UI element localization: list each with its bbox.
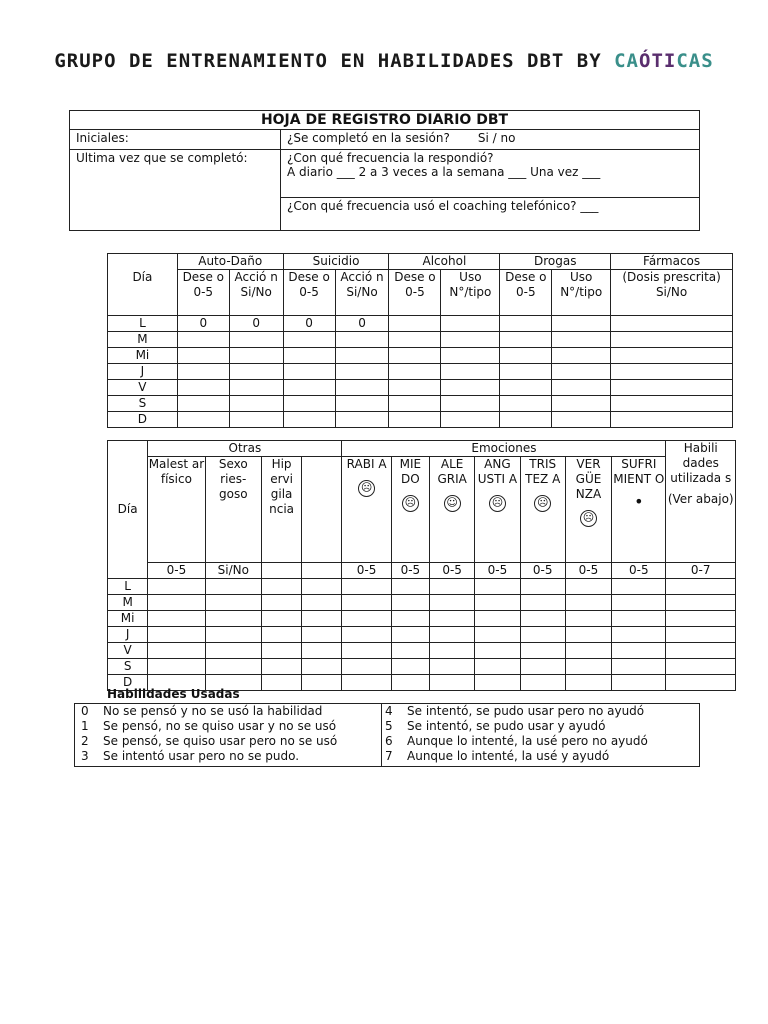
legend-number: 1 [81,719,89,733]
day-cell: Mi [108,611,148,627]
table-row [108,396,733,412]
entry-cell[interactable] [611,348,733,364]
entry-cell[interactable] [552,332,611,348]
entry-cell[interactable] [389,412,441,428]
entry-cell[interactable] [342,595,391,611]
legend-text: Aunque lo intenté, la usé y ayudó [407,749,610,763]
legend-text: Se pensó, se quiso usar pero no se usó [103,734,338,748]
legend-text: Se intentó usar pero no se pudo. [103,749,300,763]
day-cell: M [108,595,148,611]
happy-face-icon: ☺ [444,495,461,512]
scale-cell [302,563,342,579]
entry-cell[interactable] [229,364,283,380]
entry-cell[interactable] [283,380,335,396]
scale-cell: 0-5 [430,563,475,579]
day-cell: Mi [108,348,178,364]
banner-brand-a: CA [614,50,639,72]
scale-cell: 0-5 [148,563,205,579]
emotion-label: ANG USTI A [477,457,518,486]
day-cell: J [108,627,148,643]
entry-cell[interactable] [302,579,342,595]
legend-item [385,719,648,734]
entry-cell[interactable] [229,380,283,396]
entry-cell[interactable] [430,595,475,611]
table-row [108,316,733,332]
legend-item [385,734,648,749]
legend-number: 5 [385,719,393,733]
col-otras: Sexo ries- goso [205,457,261,563]
entry-cell[interactable] [500,380,552,396]
legend-item [81,704,337,719]
entry-cell[interactable] [342,643,391,659]
entry-cell[interactable]: 0 [229,316,283,332]
entry-cell[interactable] [565,659,611,675]
entry-cell[interactable] [335,412,389,428]
entry-cell[interactable] [666,659,736,675]
entry-cell[interactable] [389,396,441,412]
day-header: Día [108,441,148,579]
fear-face-icon: ☹ [402,495,419,512]
col-emotion [520,457,565,563]
legend-text: No se pensó y no se usó la habilidad [103,704,323,718]
initials-label: Iniciales: [76,131,129,145]
entry-cell[interactable] [177,348,229,364]
entry-cell[interactable] [389,316,441,332]
day-cell: J [108,364,178,380]
col-uso: Uso N°/tipo [552,270,611,316]
entry-cell[interactable] [261,659,301,675]
entry-cell[interactable] [500,364,552,380]
group-farmacos: Fármacos [611,254,733,270]
col-accion: Acció n Si/No [229,270,283,316]
entry-cell[interactable] [430,579,475,595]
entry-cell[interactable] [520,659,565,675]
entry-cell[interactable] [666,579,736,595]
entry-cell[interactable] [389,348,441,364]
day-cell: D [108,412,178,428]
entry-cell[interactable] [500,412,552,428]
entry-cell[interactable] [500,332,552,348]
entry-cell[interactable] [565,643,611,659]
entry-cell[interactable] [302,659,342,675]
scale-cell: 0-5 [342,563,391,579]
legend-item [385,704,648,719]
frequency-field[interactable] [281,150,700,198]
scale-cell: 0-5 [612,563,666,579]
entry-cell[interactable] [389,364,441,380]
legend-box [74,703,700,767]
session-field[interactable] [281,130,700,150]
col-deseo: Dese o 0-5 [500,270,552,316]
entry-cell[interactable] [520,675,565,691]
entry-cell[interactable] [520,643,565,659]
entry-cell[interactable] [283,364,335,380]
day-cell: S [108,659,148,675]
entry-cell[interactable] [302,675,342,691]
col-deseo: Dese o 0-5 [389,270,441,316]
col-deseo: Dese o 0-5 [283,270,335,316]
entry-cell[interactable] [520,595,565,611]
entry-cell[interactable] [552,364,611,380]
entry-cell[interactable] [177,396,229,412]
col-emotion [342,457,391,563]
entry-cell[interactable] [441,332,500,348]
entry-cell[interactable] [666,595,736,611]
entry-cell[interactable] [177,364,229,380]
legend-number: 3 [81,749,89,763]
banner-main-text: GRUPO DE ENTRENAMIENTO EN HABILIDADES DBT BY [54,50,615,72]
entry-cell[interactable] [283,412,335,428]
entry-cell[interactable] [261,595,301,611]
entry-cell[interactable] [261,643,301,659]
entry-cell[interactable] [552,412,611,428]
coaching-question: ¿Con qué frecuencia usó el coaching telefónico? ___ [287,199,599,213]
entry-cell[interactable] [441,380,500,396]
day-cell: M [108,332,178,348]
table-row [108,332,733,348]
entry-cell[interactable] [148,659,205,675]
dot-icon: • [634,492,644,511]
emotion-label: RABI A [346,457,387,471]
entry-cell[interactable] [666,675,736,691]
scale-cell [261,563,301,579]
entry-cell[interactable] [261,611,301,627]
group-otras: Otras [148,441,342,457]
col-deseo: Dese o 0-5 [177,270,229,316]
entry-cell[interactable] [177,332,229,348]
legend-number: 0 [81,704,89,718]
legend-item [81,719,337,734]
entry-cell[interactable] [475,627,520,643]
entry-cell[interactable] [611,412,733,428]
entry-cell[interactable] [391,659,429,675]
entry-cell[interactable] [552,396,611,412]
entry-cell[interactable] [441,348,500,364]
entry-cell[interactable] [611,396,733,412]
entry-cell[interactable] [611,332,733,348]
habilidades-note: (Ver abajo) [667,492,734,506]
entry-cell[interactable] [229,348,283,364]
group-auto-dano: Auto-Daño [177,254,283,270]
entry-cell[interactable] [342,579,391,595]
day-cell: L [108,316,178,332]
entry-cell[interactable] [391,643,429,659]
entry-cell[interactable] [441,396,500,412]
col-emotion [391,457,429,563]
scale-cell: 0-5 [520,563,565,579]
session-question: ¿Se completó en la sesión? [287,131,450,145]
scale-cell: Si/No [205,563,261,579]
col-otras: Hip ervi gila ncia [261,457,301,563]
entry-cell[interactable] [565,595,611,611]
entry-cell[interactable] [283,348,335,364]
group-suicidio: Suicidio [283,254,389,270]
entry-cell[interactable] [205,579,261,595]
entry-cell[interactable] [666,611,736,627]
entry-cell[interactable] [552,348,611,364]
col-emotion [475,457,520,563]
emotion-label: ALE GRIA [437,457,467,486]
entry-cell[interactable] [148,611,205,627]
entry-cell[interactable] [335,332,389,348]
entry-cell[interactable] [205,595,261,611]
table-row [108,659,736,675]
col-accion: Acció n Si/No [335,270,389,316]
entry-cell[interactable] [612,643,666,659]
frequency-question: ¿Con qué frecuencia la respondió? [287,151,494,165]
entry-cell[interactable] [177,380,229,396]
table-row [108,595,736,611]
banner-title [0,50,768,72]
day-cell: L [108,579,148,595]
entry-cell[interactable] [205,627,261,643]
entry-cell[interactable] [229,396,283,412]
entry-cell[interactable] [520,611,565,627]
entry-cell[interactable] [302,627,342,643]
behaviors-table [107,253,733,428]
entry-cell[interactable] [552,380,611,396]
entry-cell[interactable]: 0 [283,316,335,332]
group-emociones: Emociones [342,441,666,457]
session-options: Si / no [477,131,516,145]
entry-cell[interactable] [302,643,342,659]
table-row [108,627,736,643]
group-drogas: Drogas [500,254,611,270]
emotion-label: VER GÜE NZA [575,457,602,501]
entry-cell[interactable] [391,595,429,611]
emotion-label: MIE DO [399,457,422,486]
entry-cell[interactable] [335,348,389,364]
entry-cell[interactable] [283,396,335,412]
coaching-field[interactable] [281,198,700,231]
last-completed-label: Ultima vez que se completó: [76,151,248,165]
day-cell: V [108,380,178,396]
entry-cell[interactable] [565,627,611,643]
entry-cell[interactable] [500,316,552,332]
header-table [69,110,700,231]
banner-brand-c: CAS [676,50,714,72]
table-row [108,348,733,364]
entry-cell[interactable] [612,579,666,595]
entry-cell[interactable] [441,364,500,380]
entry-cell[interactable] [612,627,666,643]
habilidades-label: Habili dades utilizada s [670,441,732,485]
entry-cell[interactable] [389,332,441,348]
entry-cell[interactable] [391,579,429,595]
entry-cell[interactable] [611,364,733,380]
entry-cell[interactable] [430,643,475,659]
initials-field[interactable] [70,130,281,150]
entry-cell[interactable] [283,332,335,348]
entry-cell[interactable] [475,659,520,675]
entry-cell[interactable] [391,675,429,691]
day-cell: S [108,396,178,412]
entry-cell[interactable] [389,380,441,396]
entry-cell[interactable] [205,611,261,627]
entry-cell[interactable] [177,412,229,428]
entry-cell[interactable] [612,659,666,675]
entry-cell[interactable] [335,364,389,380]
entry-cell[interactable] [229,332,283,348]
entry-cell[interactable] [611,380,733,396]
entry-cell[interactable] [148,579,205,595]
legend-item [385,749,648,764]
entry-cell[interactable] [261,627,301,643]
entry-cell[interactable] [666,643,736,659]
col-otras: Malest ar físico [148,457,205,563]
col-emotion [612,457,666,563]
shame-face-icon: ☹ [580,510,597,527]
legend-text: Aunque lo intenté, la usé pero no ayudó [407,734,648,748]
entry-cell[interactable] [342,659,391,675]
last-completed-field[interactable] [70,150,281,231]
legend-item [81,734,337,749]
col-habilidades [666,441,736,563]
legend-number: 4 [385,704,393,718]
scale-cell: 0-5 [391,563,429,579]
entry-cell[interactable] [430,659,475,675]
entry-cell[interactable] [148,595,205,611]
entry-cell[interactable] [666,627,736,643]
entry-cell[interactable] [565,579,611,595]
emotions-table [107,440,736,691]
entry-cell[interactable]: 0 [335,316,389,332]
col-emotion [430,457,475,563]
entry-cell[interactable] [335,380,389,396]
emotion-label: SUFRI MIENT O [613,457,665,486]
entry-cell[interactable] [391,627,429,643]
entry-cell[interactable] [441,412,500,428]
group-alcohol: Alcohol [389,254,500,270]
day-cell: V [108,643,148,659]
entry-cell[interactable] [520,627,565,643]
table-row [108,380,733,396]
day-cell: D [108,675,148,691]
legend-text: Se intentó, se pudo usar y ayudó [407,719,606,733]
scale-cell: 0-5 [565,563,611,579]
legend-title: Habilidades Usadas [107,687,240,701]
scale-cell: 0-7 [666,563,736,579]
entry-cell[interactable] [500,396,552,412]
entry-cell[interactable] [342,611,391,627]
entry-cell[interactable] [612,595,666,611]
entry-cell[interactable] [302,595,342,611]
legend-text: Se pensó, no se quiso usar y no se usó [103,719,337,733]
frequency-options: A diario ___ 2 a 3 veces a la semana ___ Una vez ___ [287,165,601,179]
entry-cell[interactable] [475,675,520,691]
legend-item [81,749,337,764]
col-farmacos: (Dosis prescrita) Si/No [611,270,733,316]
banner-brand-b: ÓTI [639,50,677,72]
entry-cell[interactable] [520,579,565,595]
entry-cell[interactable] [475,643,520,659]
entry-cell[interactable] [302,611,342,627]
table-row [108,364,733,380]
emotion-label: TRIS TEZ A [525,457,561,486]
legend-number: 6 [385,734,393,748]
entry-cell[interactable] [611,316,733,332]
entry-cell[interactable] [430,611,475,627]
table-row [108,579,736,595]
entry-cell[interactable] [391,611,429,627]
col-emotion [565,457,611,563]
entry-cell[interactable] [261,675,301,691]
angry-face-icon: ☹ [358,480,375,497]
legend-number: 7 [385,749,393,763]
entry-cell[interactable] [475,579,520,595]
scale-cell: 0-5 [475,563,520,579]
entry-cell[interactable] [148,627,205,643]
entry-cell[interactable] [552,316,611,332]
sad-face-icon: ☹ [534,495,551,512]
entry-cell[interactable] [500,348,552,364]
col-uso: Uso N°/tipo [441,270,500,316]
entry-cell[interactable] [430,627,475,643]
table-row [108,412,733,428]
entry-cell[interactable]: 0 [177,316,229,332]
anguish-face-icon: ☹ [489,495,506,512]
page-title: HOJA DE REGISTRO DIARIO DBT [70,111,700,130]
entry-cell[interactable] [475,611,520,627]
col-otras [302,457,342,563]
entry-cell[interactable] [261,579,301,595]
entry-cell[interactable] [148,643,205,659]
day-header: Día [108,254,178,316]
table-row [108,643,736,659]
entry-cell[interactable] [565,675,611,691]
legend-number: 2 [81,734,89,748]
entry-cell[interactable] [335,396,389,412]
entry-cell[interactable] [229,412,283,428]
entry-cell[interactable] [441,316,500,332]
table-row [108,611,736,627]
entry-cell[interactable] [430,675,475,691]
entry-cell[interactable] [342,627,391,643]
entry-cell[interactable] [205,643,261,659]
legend-text: Se intentó, se pudo usar pero no ayudó [407,704,645,718]
entry-cell[interactable] [565,611,611,627]
entry-cell[interactable] [205,659,261,675]
entry-cell[interactable] [475,595,520,611]
entry-cell[interactable] [612,675,666,691]
entry-cell[interactable] [612,611,666,627]
entry-cell[interactable] [342,675,391,691]
